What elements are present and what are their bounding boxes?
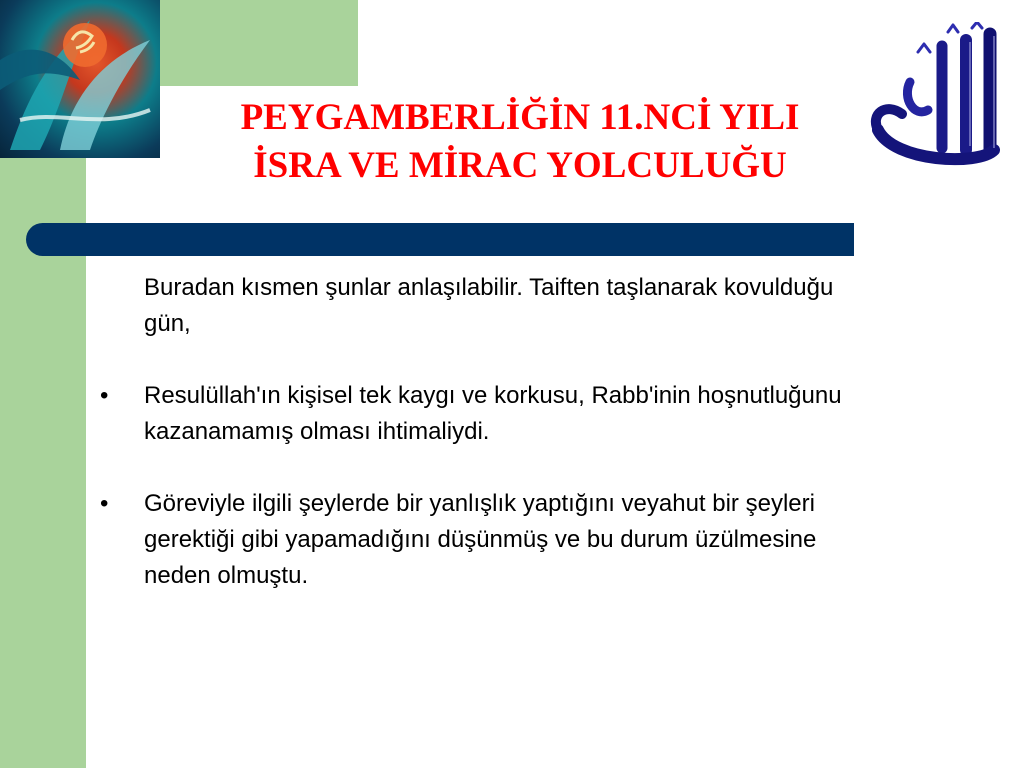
slide-title bbox=[150, 94, 890, 190]
intro-text: Buradan kısmen şunlar anlaşılabilir. Taiften taşlanarak kovulduğu gün, bbox=[144, 274, 834, 337]
calligraphy-painting-image bbox=[0, 0, 160, 158]
title-line-2: İSRA VE MİRAC YOLCULUĞU bbox=[253, 145, 787, 186]
slide-body bbox=[100, 270, 880, 630]
intro-paragraph bbox=[100, 270, 880, 342]
title-line-1: PEYGAMBERLİĞİN 11.NCİ YILI bbox=[240, 97, 800, 138]
bullet-item bbox=[100, 378, 880, 450]
bullet-marker: • bbox=[100, 382, 109, 409]
title-divider-bar bbox=[26, 223, 854, 256]
allah-calligraphy-image bbox=[858, 22, 1006, 172]
bullet-text: Resulüllah'ın kişisel tek kaygı ve korkusu, Rabb'inin hoşnutluğunu kazanamamış olması ihtimaliydi. bbox=[144, 382, 842, 445]
bullet-text: Göreviyle ilgili şeylerde bir yanlışlık yaptığını veyahut bir şeyleri gerektiği gibi yapamadığını düşünmüş ve bu durum üzülmesine neden olmuştu. bbox=[144, 490, 817, 589]
bullet-marker: • bbox=[100, 490, 109, 517]
bullet-item bbox=[100, 486, 880, 594]
